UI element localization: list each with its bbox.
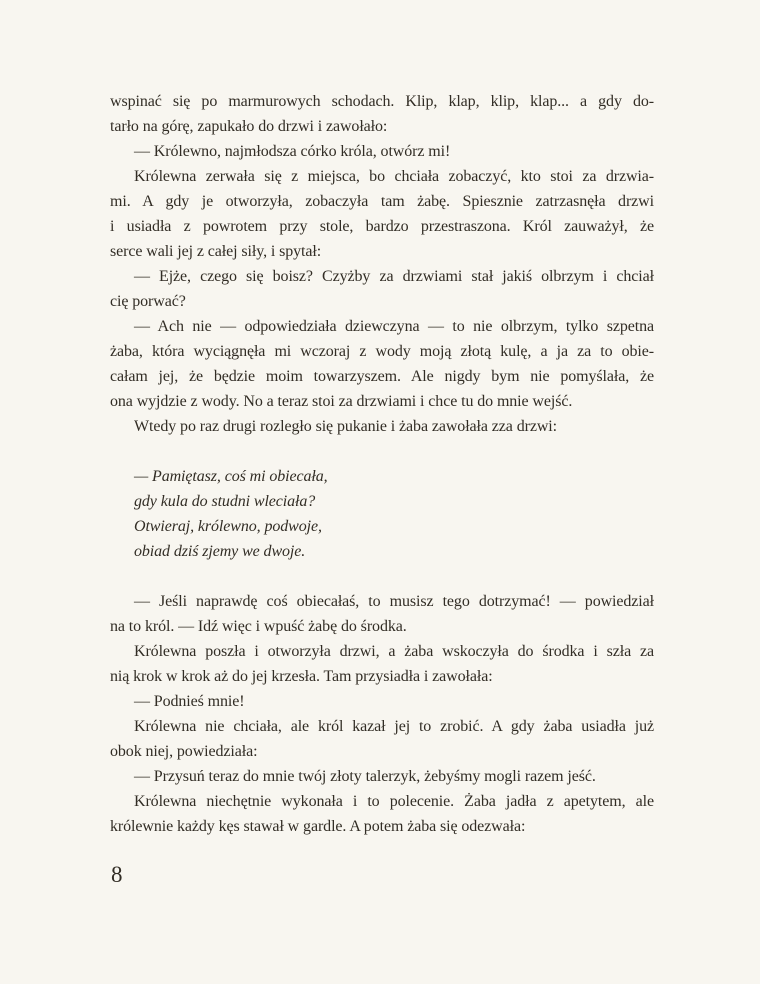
text-line: Królewna zerwała się z miejsca, bo chciała zobaczyć, kto stoi za drzwia- [134, 168, 654, 185]
text-line: gdy kula do studni wleciała? [134, 493, 316, 510]
text-line: Królewna nie chciała, ale król kazał jej to zrobić. A gdy żaba usiadła już [134, 718, 654, 735]
text-line: nią krok w krok aż do jej krzesła. Tam przysiadła i zawołała: [110, 668, 493, 685]
text-line: tarło na górę, zapukało do drzwi i zawołało: [110, 118, 388, 135]
text-line: — Królewno, najmłodsza córko króla, otwórz mi! [134, 143, 451, 160]
text-line: — Podnieś mnie! [134, 693, 245, 710]
text-line: obiad dziś zjemy we dwoje. [134, 543, 306, 560]
text-line: — Pamiętasz, coś mi obiecała, [134, 468, 328, 485]
text-line: Wtedy po raz drugi rozległo się pukanie i żaba zawołała zza drzwi: [134, 418, 557, 435]
text-line: cię porwać? [110, 293, 186, 310]
text-line: całam jej, że będzie moim towarzyszem. Ale nigdy bym nie pomyślała, że [110, 368, 654, 385]
text-line: Królewna niechętnie wykonała i to polecenie. Żaba jadła z apetytem, ale [134, 793, 654, 810]
text-line: i usiadła z powrotem przy stole, bardzo przestraszona. Król zauważył, że [110, 218, 654, 235]
text-line: ona wyjdzie z wody. No a teraz stoi za drzwiami i chce tu do mnie wejść. [110, 393, 573, 410]
text-line: Otwieraj, królewno, podwoje, [134, 518, 322, 535]
text-line: Królewna poszła i otworzyła drzwi, a żaba wskoczyła do środka i szła za [134, 643, 654, 660]
text-line: żaba, która wyciągnęła mi wczoraj z wody moją złotą kulę, a ja za to obie- [110, 343, 654, 360]
text-line: serce wali jej z całej siły, i spytał: [110, 243, 322, 260]
text-line: — Ach nie — odpowiedziała dziewczyna — to nie olbrzym, tylko szpetna [134, 318, 654, 335]
text-line: wspinać się po marmurowych schodach. Klip, klap, klip, klap... a gdy do- [110, 93, 654, 110]
text-line: — Przysuń teraz do mnie twój złoty talerzyk, żebyśmy mogli razem jeść. [134, 768, 596, 785]
text-line: — Ejże, czego się boisz? Czyżby za drzwiami stał jakiś olbrzym i chciał [134, 268, 654, 285]
text-line: obok niej, powiedziała: [110, 743, 258, 760]
page-number: 8 [111, 862, 123, 887]
text-line: — Jeśli naprawdę coś obiecałaś, to musisz tego dotrzymać! — powiedział [134, 593, 654, 610]
text-line: na to król. — Idź więc i wpuść żabę do środka. [110, 618, 407, 635]
page-text [110, 89, 654, 839]
text-line: królewnie każdy kęs stawał w gardle. A potem żaba się odezwała: [110, 818, 526, 835]
text-line: mi. A gdy je otworzyła, zobaczyła tam żabę. Spiesznie zatrzasnęła drzwi [110, 193, 654, 210]
